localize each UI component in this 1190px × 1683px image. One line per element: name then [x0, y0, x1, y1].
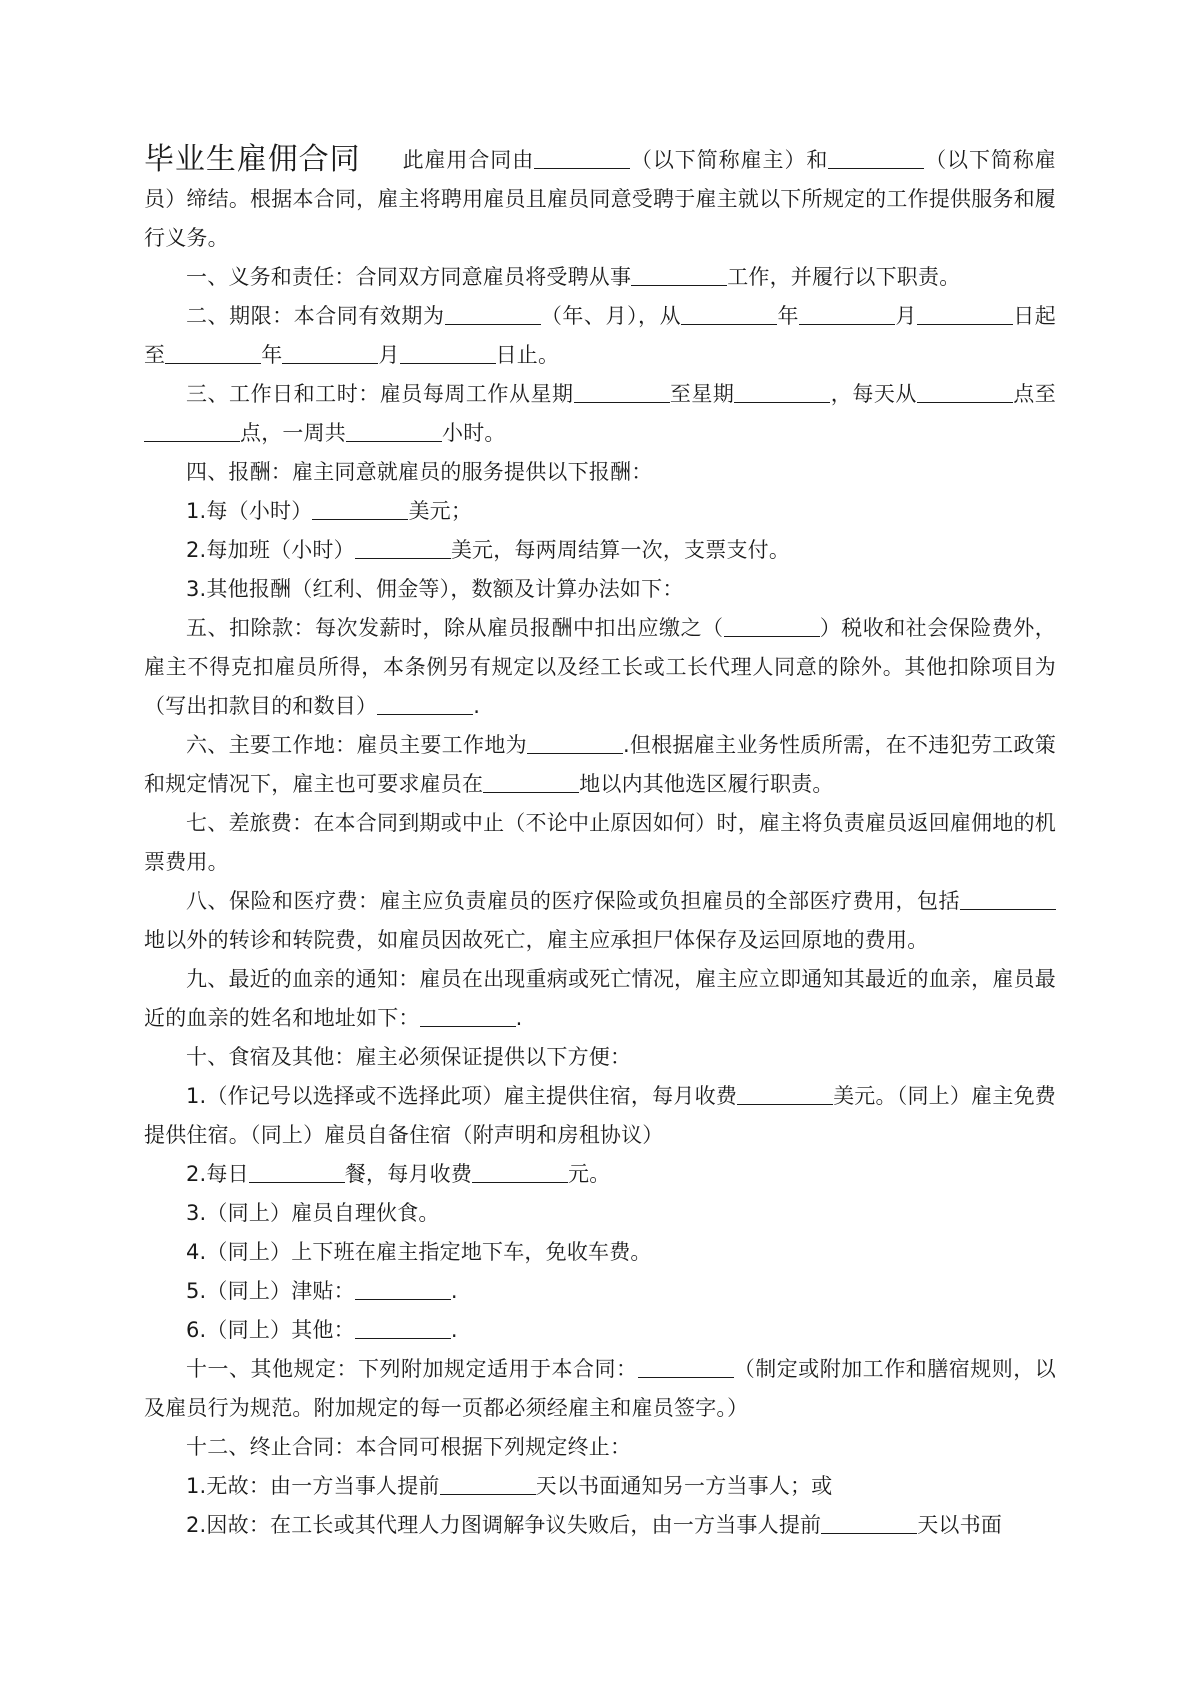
end-month-blank[interactable]: [282, 343, 378, 364]
section-kin: 九、最近的血亲的通知：雇员在出现重病或死亡情况，雇主应立即通知其最近的血亲，雇员最近的血亲的姓名和地址如下： .: [144, 967, 1056, 1030]
end-day-blank[interactable]: [400, 343, 496, 364]
insurance-place-blank[interactable]: [960, 889, 1020, 910]
meals-blank[interactable]: [249, 1162, 345, 1183]
hourly-rate-blank[interactable]: [312, 499, 408, 520]
section-lodging: 十、食宿及其他：雇主必须保证提供以下方便：: [186, 1045, 632, 1069]
section-deductions: 五、扣除款：每次发薪时，除从雇员报酬中扣出应缴之（ ）税收和社会保险费外，雇主不得克扣雇员所得，本条例另有规定以及经工长或工长代理人同意的除外。其他扣除项目为（写出扣款目的和数目） .: [144, 616, 1056, 718]
job-blank[interactable]: [631, 265, 727, 286]
section-workplace: 六、主要工作地：雇员主要工作地为 .但根据雇主业务性质所需，在不违犯劳工政策和规定情况下，雇主也可要求雇员在 地以内其他选区履行职责。: [144, 733, 1057, 796]
pay-item-3: 3.其他报酬（红利、佣金等），数额及计算办法如下：: [186, 577, 684, 601]
allowance-blank[interactable]: [355, 1279, 451, 1300]
term-length-blank[interactable]: [445, 304, 541, 325]
notice-days-blank[interactable]: [440, 1474, 536, 1495]
lodging-item-2: 2.每日 餐，每月收费 元。: [186, 1162, 611, 1186]
pay-item-1: 1.每（小时） 美元；: [186, 499, 473, 523]
weekday-to-blank[interactable]: [734, 382, 830, 403]
termination-item-1: 1.无故：由一方当事人提前 天以书面通知另一方当事人；或: [186, 1474, 833, 1498]
cause-notice-days-blank[interactable]: [821, 1513, 917, 1534]
tax-blank[interactable]: [724, 616, 820, 637]
region-blank[interactable]: [483, 772, 579, 793]
pay-item-2: 2.每加班（小时） 美元，每两周结算一次，支票支付。: [186, 538, 791, 562]
hour-from-blank[interactable]: [917, 382, 1013, 403]
start-day-blank[interactable]: [917, 304, 1013, 325]
weekly-hours-blank[interactable]: [346, 421, 442, 442]
employee-name-blank[interactable]: [828, 148, 924, 169]
section-termination: 十二、终止合同：本合同可根据下列规定终止：: [186, 1435, 632, 1459]
meal-fee-blank[interactable]: [472, 1162, 568, 1183]
end-year-blank[interactable]: [165, 343, 261, 364]
document-title: 毕业生雇佣合同: [144, 142, 361, 177]
other-deductions-blank[interactable]: [377, 694, 473, 715]
insurance-place-blank-continued[interactable]: [1020, 889, 1056, 910]
section-insurance: 八、保险和医疗费：雇主应负责雇员的医疗保险或负担雇员的全部医疗费用，包括地以外的转诊和转院费，如雇员因故死亡，雇主应承担尸体保存及运回原地的费用。: [144, 882, 1056, 960]
lodging-item-6: 6.（同上）其他： .: [186, 1318, 458, 1342]
contract-page: [144, 140, 1056, 1545]
hour-to-blank[interactable]: [144, 421, 240, 442]
start-month-blank[interactable]: [799, 304, 895, 325]
section-duties: 一、义务和责任：合同双方同意雇员将受聘从事 工作，并履行以下职责。: [186, 265, 961, 289]
section-other-rules: 十一、其他规定：下列附加规定适用于本合同： （制定或附加工作和膳宿规则，以及雇员行为规范。附加规定的每一页都必须经雇主和雇员签字。）: [144, 1357, 1056, 1420]
lodging-item-4: 4.（同上）上下班在雇主指定地下车，免收车费。: [186, 1240, 652, 1264]
section-hours: 三、工作日和工时：雇员每周工作从星期 至星期 ，每天从 点至点，一周共 小时。: [144, 375, 1056, 453]
employer-name-blank[interactable]: [534, 148, 630, 169]
title-paragraph: 毕业生雇佣合同 此雇用合同由 （以下简称雇主）和 （以下简称雇员）缔结。根据本合同，雇主将聘用雇员且雇员同意受聘于雇主就以下所规定的工作提供服务和履行义务。: [144, 142, 1056, 250]
lodging-item-1: 1.（作记号以选择或不选择此项）雇主提供住宿，每月收费 美元。（同上）雇主免费提供住宿。（同上）雇员自备住宿（附声明和房租协议）: [144, 1084, 1057, 1147]
section-term: 二、期限：本合同有效期为 （年、月），从 年 月 日起至 年 月 日止。: [144, 304, 1057, 367]
termination-item-2: 2.因故：在工长或其代理人力图调解争议失败后，由一方当事人提前 天以书面: [186, 1513, 1003, 1537]
kin-blank[interactable]: [420, 1006, 516, 1027]
additional-rules-blank[interactable]: [638, 1357, 734, 1378]
weekday-from-blank[interactable]: [574, 382, 670, 403]
lodging-item-3: 3.（同上）雇员自理伙食。: [186, 1201, 440, 1225]
lodging-fee-blank[interactable]: [737, 1084, 833, 1105]
section-pay: 四、报酬：雇主同意就雇员的服务提供以下报酬：: [186, 460, 653, 484]
start-year-blank[interactable]: [681, 304, 777, 325]
overtime-rate-blank[interactable]: [355, 538, 451, 559]
lodging-item-5: 5.（同上）津贴： .: [186, 1279, 458, 1303]
other-blank[interactable]: [355, 1318, 451, 1339]
section-travel: 七、差旅费：在本合同到期或中止（不论中止原因如何）时，雇主将负责雇员返回雇佣地的机票费用。: [144, 811, 1056, 874]
workplace-blank[interactable]: [527, 733, 623, 754]
